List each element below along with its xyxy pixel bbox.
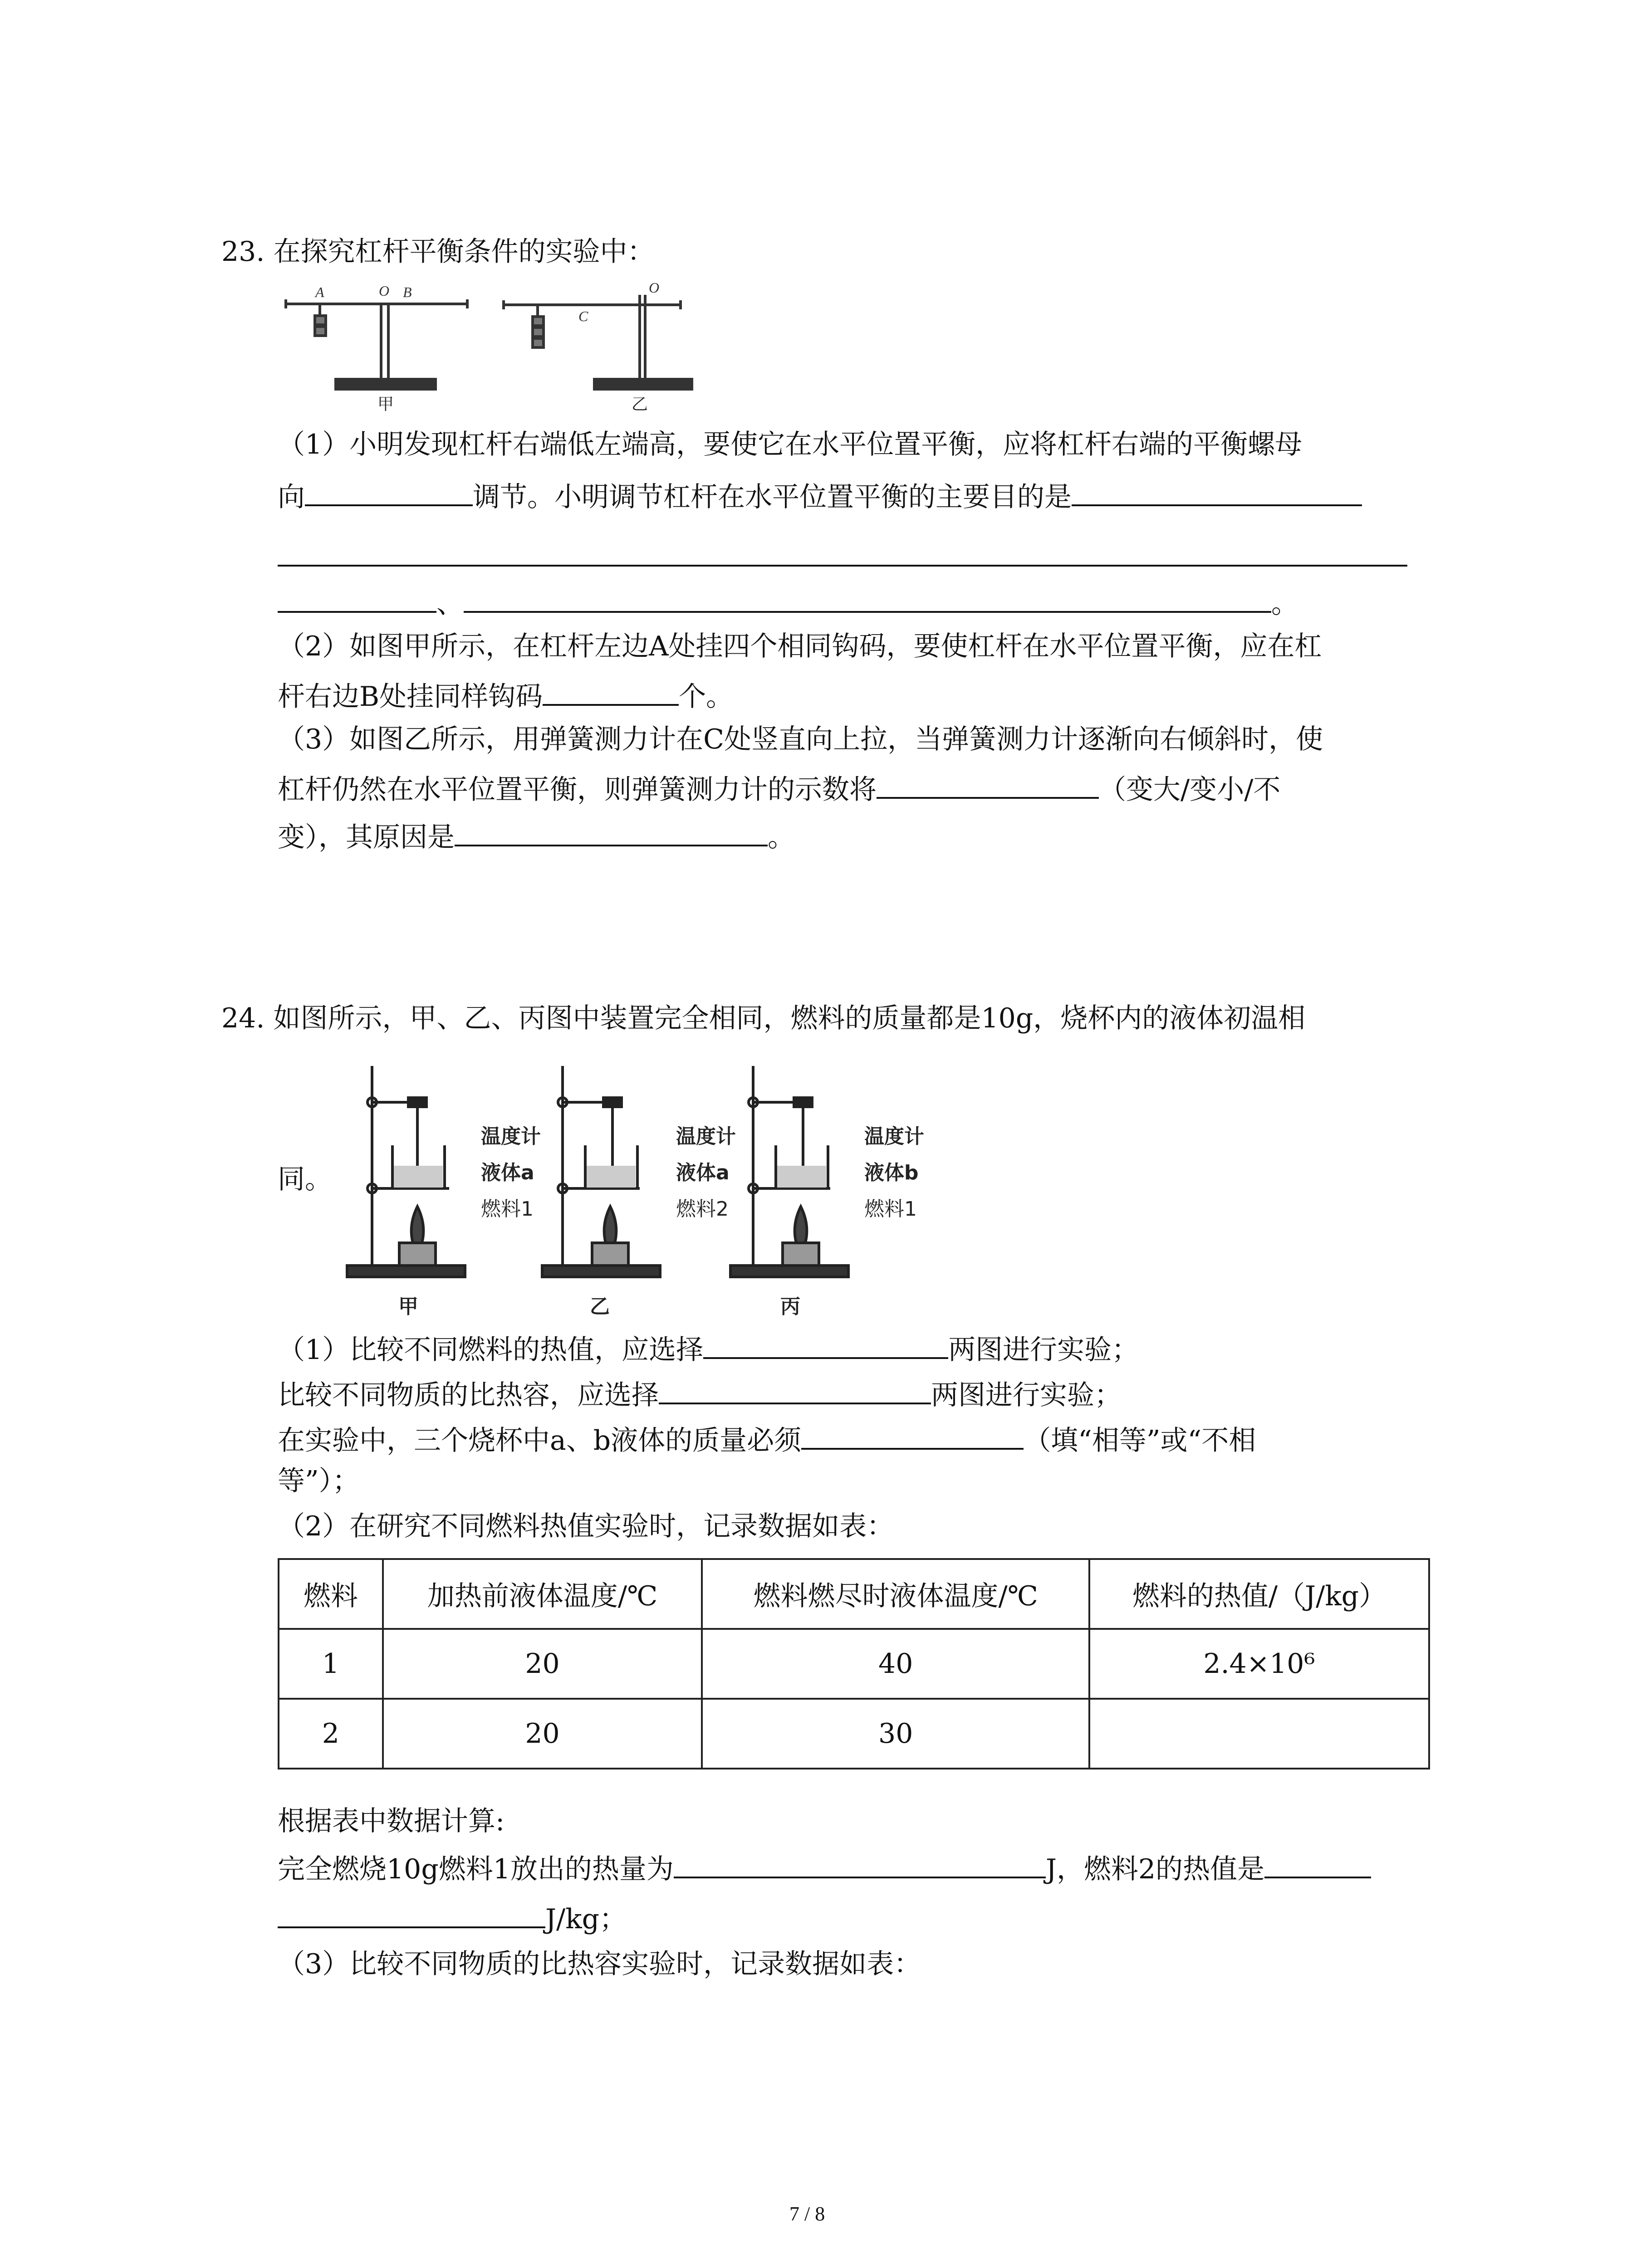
q24-p1-text-a: （1）比较不同燃料的热值，应选择 <box>278 1334 704 1366</box>
q23-p3-line1: （3）如图乙所示，用弹簧测力计在C处竖直向上拉，当弹簧测力计逐渐向右倾斜时，使 <box>278 723 1323 755</box>
q23-p1-line4 <box>278 583 1298 619</box>
q24-p1-line1 <box>278 1329 1139 1365</box>
heating-apparatus-figure <box>345 1057 935 1325</box>
label-thermometer-bing: 温度计 <box>864 1125 924 1148</box>
period: 。 <box>1271 588 1298 620</box>
q24-p1-line2 <box>278 1374 1122 1411</box>
answer-blank-5[interactable] <box>464 583 1271 613</box>
table-cell: 2 <box>279 1699 383 1769</box>
q24-p1-text-f: （填“相等”或“不相 <box>1024 1425 1256 1457</box>
q23-p3-end: 。 <box>768 821 795 853</box>
answer-blank-10[interactable] <box>659 1374 931 1404</box>
q24-p1-text-c: 比较不同物质的比热容，应选择 <box>278 1379 659 1411</box>
q23-title: 23. 在探究杠杆平衡条件的实验中： <box>221 236 655 268</box>
q23-p1-line2 <box>278 476 1362 513</box>
q23-p3-reason: 变），其原因是 <box>278 821 455 853</box>
answer-blank-4[interactable] <box>278 583 436 613</box>
table-cell: 40 <box>702 1629 1089 1699</box>
q23-p3-options: （变大/变小/不 <box>1099 774 1281 806</box>
caption-yi-24: 乙 <box>590 1295 610 1318</box>
label-fuel-jia: 燃料1 <box>481 1198 534 1221</box>
table-cell: 20 <box>383 1629 702 1699</box>
table-header-row <box>279 1559 1429 1629</box>
label-o: O <box>379 283 390 299</box>
answer-blank-8[interactable] <box>455 816 768 846</box>
caption-yi: 乙 <box>632 395 648 414</box>
q24-title-cont: 同。 <box>278 1163 332 1195</box>
label-fuel-yi: 燃料2 <box>676 1198 729 1221</box>
q23-p3-line3 <box>278 816 795 853</box>
sep: 、 <box>436 588 464 620</box>
answer-blank-14[interactable] <box>278 1898 545 1928</box>
table-cell: 30 <box>702 1699 1089 1769</box>
label-fuel-bing: 燃料1 <box>864 1198 917 1221</box>
answer-blank-13[interactable] <box>1264 1848 1371 1878</box>
q23-p1-line1: （1）小明发现杠杆右端低左端高，要使它在水平位置平衡，应将杠杆右端的平衡螺母 <box>278 429 1303 460</box>
q23-p3-line2 <box>278 769 1280 805</box>
q24-p3-title: （3）比较不同物质的比热容实验时，记录数据如表： <box>278 1948 921 1980</box>
caption-jia: 甲 <box>377 395 394 414</box>
q23-p3-text: 杠杆仍然在水平位置平衡，则弹簧测力计的示数将 <box>278 774 877 806</box>
table-header: 燃料的热值/（J/kg） <box>1089 1559 1429 1629</box>
table-header: 燃料燃尽时液体温度/℃ <box>702 1559 1089 1629</box>
table-header: 燃料 <box>279 1559 383 1629</box>
q24-p1-line4: 等”）； <box>278 1465 360 1497</box>
label-thermometer-jia: 温度计 <box>481 1125 541 1148</box>
q24-calc-text-a: 完全燃烧10g燃料1放出的热量为 <box>278 1853 674 1885</box>
page-number: 7 / 8 <box>789 2203 825 2225</box>
q23-p2-unit: 个。 <box>679 681 734 713</box>
table-cell-answer[interactable] <box>1089 1699 1429 1769</box>
q24-calc-unit: J/kg； <box>545 1903 627 1935</box>
lever-figure <box>277 272 694 426</box>
q23-p2-text: 杆右边B处挂同样钩码 <box>278 681 543 713</box>
q24-p1-text-e: 在实验中，三个烧杯中a、b液体的质量必须 <box>278 1425 802 1457</box>
caption-bing-24: 丙 <box>780 1295 800 1318</box>
q24-calc-line1 <box>278 1848 1371 1885</box>
q24-p1-line3 <box>278 1420 1256 1456</box>
q23-p1-text-a: 向 <box>278 481 305 513</box>
label-liquid-yi: 液体a <box>676 1161 730 1184</box>
q24-calc-text-b: J，燃料2的热值是 <box>1045 1853 1265 1885</box>
caption-jia-24: 甲 <box>398 1295 418 1318</box>
answer-blank-2[interactable] <box>1072 476 1362 506</box>
label-o2: O <box>649 279 660 296</box>
heat-value-table <box>278 1558 1430 1769</box>
q23-p2-line1: （2）如图甲所示，在杠杆左边A处挂四个相同钩码，要使杠杆在水平位置平衡，应在杠 <box>278 631 1322 662</box>
label-c: C <box>578 308 588 324</box>
q23-p2-line2 <box>278 676 733 712</box>
label-liquid-jia: 液体a <box>481 1161 534 1184</box>
q24-calc-line2 <box>278 1898 627 1935</box>
answer-blank-3[interactable] <box>278 565 1407 567</box>
table-cell: 1 <box>279 1629 383 1699</box>
label-a: A <box>315 284 324 300</box>
answer-blank-7[interactable] <box>877 769 1099 799</box>
table-cell: 2.4×10⁶ <box>1089 1629 1429 1699</box>
q24-calc-title: 根据表中数据计算: <box>278 1805 505 1837</box>
answer-blank-12[interactable] <box>674 1848 1046 1878</box>
table-header: 加热前液体温度/℃ <box>383 1559 702 1629</box>
answer-blank-9[interactable] <box>703 1329 948 1359</box>
answer-blank-11[interactable] <box>801 1420 1024 1450</box>
table-row <box>279 1629 1429 1699</box>
q24-p1-text-b: 两图进行实验； <box>948 1334 1139 1366</box>
answer-blank-1[interactable] <box>305 476 473 506</box>
label-liquid-bing: 液体b <box>864 1161 919 1184</box>
q24-p2-title: （2）在研究不同燃料热值实验时，记录数据如表： <box>278 1510 894 1542</box>
q24-title: 24. 如图所示，甲、乙、丙图中装置完全相同，燃料的质量都是10g，烧杯内的液体初温相 <box>221 1002 1306 1034</box>
label-b: B <box>403 284 412 300</box>
answer-blank-6[interactable] <box>543 676 679 706</box>
q23-p1-text-b: 调节。小明调节杠杆在水平位置平衡的主要目的是 <box>473 481 1072 513</box>
label-thermometer-yi: 温度计 <box>676 1125 736 1148</box>
table-row <box>279 1699 1429 1769</box>
q24-p1-text-d: 两图进行实验； <box>931 1379 1122 1411</box>
table-cell: 20 <box>383 1699 702 1769</box>
